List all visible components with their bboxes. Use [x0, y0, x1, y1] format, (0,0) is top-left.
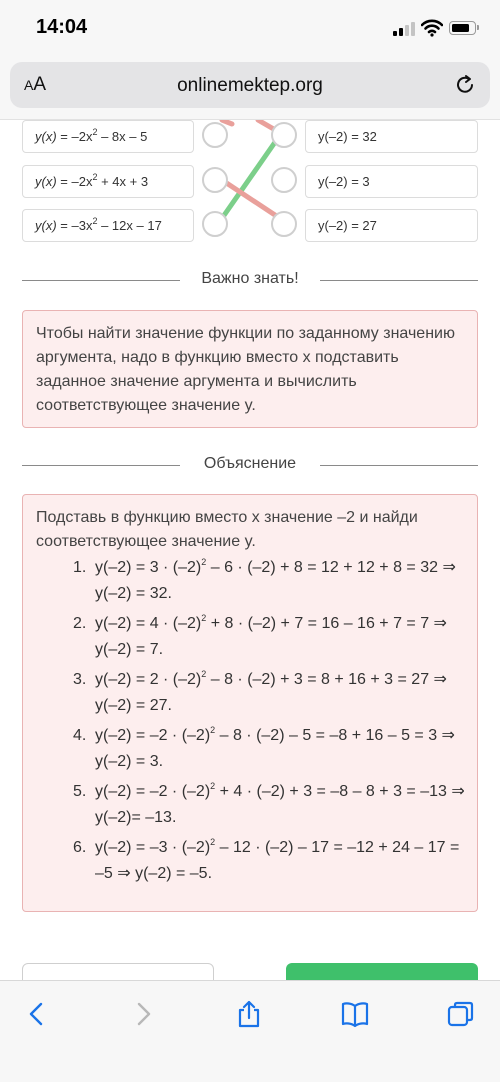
- value-item[interactable]: y(–2) = 32: [305, 120, 478, 153]
- explanation-box: [22, 494, 478, 912]
- function-item[interactable]: $y(x) = -2x^2 - 8x - 5$: [22, 120, 194, 153]
- solution-step: 5. $y(-2) = -2 \cdot (-2)^2 + 4 \cdot (-2) + 3 = -8 - 8 + 3 = -13$ ⇒ y(–2)= –13.: [73, 780, 465, 826]
- cellular-signal-icon: [393, 22, 417, 36]
- left-connector[interactable]: [202, 211, 228, 237]
- tip-heading: Важно знать!: [201, 270, 299, 287]
- function-item[interactable]: $y(x) = -3x^2 - 12x - 17$: [22, 209, 194, 242]
- function-item[interactable]: $y(x) = -2x^2 + 4x + 3$: [22, 165, 194, 198]
- left-connector[interactable]: [202, 167, 228, 193]
- match-line-1: [222, 120, 232, 124]
- solution-step: 4. $y(-2) = -2 \cdot (-2)^2 - 8 \cdot (-2) - 5 = -8 + 16 - 5 = 3$ ⇒ y(–2) = 3.: [73, 724, 455, 770]
- share-icon[interactable]: [234, 999, 264, 1029]
- right-connector[interactable]: [271, 122, 297, 148]
- solution-step: 2. $y(-2) = 4 \cdot (-2)^2 + 8 \cdot (-2) + 7 = 16 - 16 + 7 = 7$ ⇒ y(–2) = 7.: [73, 612, 447, 658]
- status-bar: [0, 0, 500, 58]
- explanation-intro: Подставь в функцию вместо x значение –2 и найди соответствующее значение y.: [36, 509, 418, 550]
- tabs-icon[interactable]: [446, 999, 476, 1029]
- explanation-divider: [22, 455, 478, 475]
- chevron-right-icon[interactable]: [128, 999, 158, 1029]
- browser-toolbar: [0, 980, 500, 1082]
- tip-box: [22, 310, 478, 428]
- right-connector[interactable]: [271, 167, 297, 193]
- tip-divider: [22, 270, 478, 290]
- address-bar[interactable]: [10, 62, 490, 108]
- solution-steps: [75, 555, 465, 891]
- solution-step: 3. $y(-2) = 2 \cdot (-2)^2 - 8 \cdot (-2) + 3 = 8 + 16 + 3 = 27$ ⇒ y(–2) = 27.: [73, 668, 447, 714]
- book-icon[interactable]: [340, 999, 370, 1029]
- wifi-icon: [421, 19, 443, 37]
- reader-options-button[interactable]: AA: [24, 74, 47, 95]
- value-item[interactable]: y(–2) = 27: [305, 209, 478, 242]
- reload-icon[interactable]: [454, 74, 476, 96]
- value-item[interactable]: y(–2) = 3: [305, 165, 478, 198]
- right-connector[interactable]: [271, 211, 297, 237]
- battery-icon: [449, 21, 476, 35]
- chevron-left-icon[interactable]: [22, 999, 52, 1029]
- solution-step: 1. $y(-2) = 3 \cdot (-2)^2 - 6 \cdot (-2) + 8 = 12 + 12 + 8 = 32$ ⇒ y(–2) = 32.: [73, 556, 456, 602]
- left-connector[interactable]: [202, 122, 228, 148]
- browser-address-area: [0, 58, 500, 120]
- explanation-heading: Объяснение: [203, 455, 297, 472]
- battery-level: [452, 24, 469, 32]
- url-text[interactable]: onlinemektep.org: [177, 75, 323, 96]
- tip-text: Чтобы найти значение функции по заданному значению аргумента, надо в функцию вместо x подставить заданное значение аргумента и вычислить соответствующее значение y.: [36, 325, 455, 414]
- status-time: 14:04: [36, 16, 88, 38]
- solution-step: 6. $y(-2) = -3 \cdot (-2)^2 - 12 \cdot (-2) - 17 = -12 + 24 - 17 = -5$ ⇒ y(–2) = –5.: [73, 836, 460, 882]
